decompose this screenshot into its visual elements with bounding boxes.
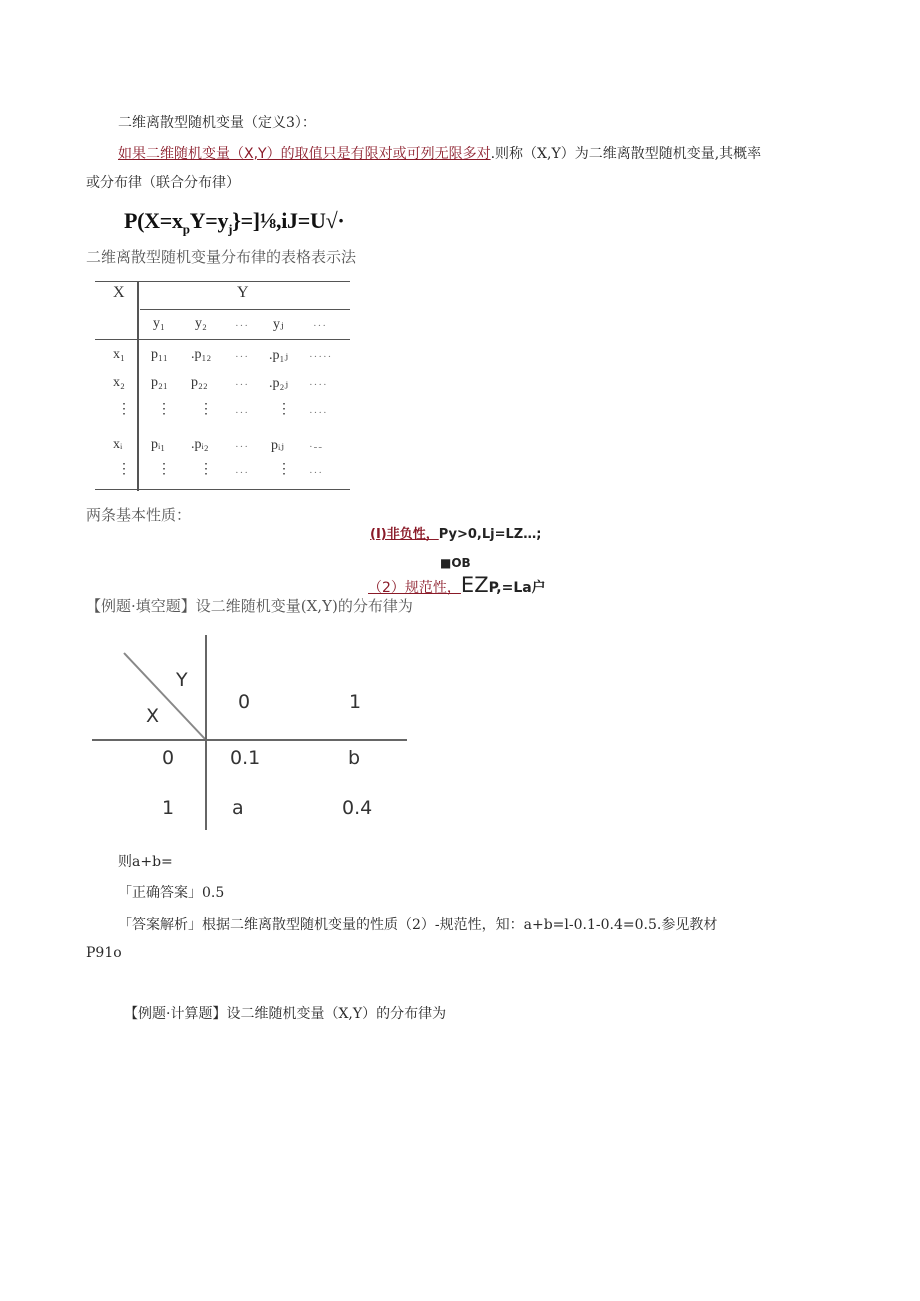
example1-distribution-table [92,635,407,830]
table-cell: ⋮ [277,462,291,477]
property-normalization [368,573,546,597]
table-cell: ···· [309,379,328,391]
nonnegativity-formula: Py>0,Lj=LZ…; [438,527,542,542]
table-y-col: ··· [313,320,327,332]
table-cell: ·-- [309,441,323,453]
formula-part-end: }=]⅛,iJ=U√· [232,208,345,233]
definition-text: .则称（X,Y）为二维离散型随机变量,其概率 [490,146,762,162]
definition-line-1 [118,143,761,163]
example1-analysis: 「答案解析」根据二维离散型随机变量的性质（2）-规范性，知：a+b=l-0.1-0.4=0.5.参见教材 [118,917,718,933]
table-x-head: X [113,284,125,301]
table-row-head: 1 [162,797,175,819]
table-cell: ··· [235,407,249,419]
table-cell: ⋮ [199,462,213,477]
table-col-head: 0 [238,691,251,713]
definition-highlight: 如果二维随机变量（X,Y）的取值只是有限对或可列无限多对 [118,146,491,162]
nonnegativity-label: (I)非负性， [370,527,439,542]
table-cell: ····· [309,351,333,363]
definition-title: 二维离散型随机变量（定义3）： [118,115,316,131]
diagonal-rule [124,653,205,739]
table-y-col: yⱼ [273,317,284,332]
table-cell: ··· [235,467,249,479]
table-vertical-rule [137,281,139,491]
table-row-head: 0 [162,747,175,769]
formula-part-mid: Y=y [189,208,229,233]
example2-title: 【例题·计算题】设二维随机变量（X,Y）的分布律为 [124,1006,447,1022]
table-row-x: xᵢ [113,437,123,452]
definition-line-2: 或分布律（联合分布律） [86,175,240,191]
table-col-head: 1 [349,691,362,713]
example1-question: 则a+b= [118,854,173,870]
formula-sub-p: p [182,221,190,237]
table-cell: .p₂ⱼ [269,376,289,391]
table-cell: 0.1 [230,747,261,769]
normalization-sum: EZ [460,573,489,597]
table-cell: p₂₁ [151,375,168,390]
table-cell: ⋮ [157,462,171,477]
table-cell: .p₁ⱼ [269,348,289,363]
table-cell: ··· [235,379,249,391]
table-y-col: y₂ [195,316,207,331]
table-cell: pᵢ₁ [151,437,166,452]
properties-title: 两条基本性质： [86,506,192,524]
table-y-head: Y [237,284,249,301]
table-cell: a [232,797,244,819]
table-cell: p₁₁ [151,347,168,362]
table-top-rule [95,281,350,282]
table-cell: .p₁₂ [191,347,212,362]
table-cell: ⋮ [277,402,291,417]
distribution-table-general [95,279,350,491]
table-bottom-rule [95,489,350,490]
table-cell: ···· [309,407,328,419]
example1-answer: 「正确答案」0.5 [118,885,225,901]
normalization-label: （2）规范性， [368,580,461,596]
example1-analysis-cont: P91o [86,945,122,961]
sum-marker: ■OB [440,556,471,570]
table-y-col: y₁ [153,316,165,331]
table-cell: 0.4 [342,797,373,819]
table-y-label: Y [176,669,188,691]
table-cell: b [348,747,361,769]
table-x-label: X [146,705,160,727]
normalization-formula: P,=La户 [488,580,546,596]
formula-part: P(X=x [124,208,183,233]
table-row-x: ⋮ [117,402,131,417]
table-cell: ⋮ [199,402,213,417]
example1-title: 【例题·填空题】设二维随机变量(X,Y)的分布律为 [86,597,413,615]
table-cell: ⋮ [157,402,171,417]
table-cell: ··· [309,467,323,479]
table-cell: .pᵢ₂ [191,437,209,452]
formula-sub-j: j [228,221,233,237]
table-row-x: x₂ [113,375,125,390]
table-cell: ··· [235,351,249,363]
table-y-col: ··· [235,320,249,332]
table-caption: 二维离散型随机变量分布律的表格表示法 [86,248,357,266]
table-cell: p₂₂ [191,375,208,390]
table-cell: pᵢⱼ [271,438,284,453]
table-row-x: ⋮ [117,462,131,477]
table-row-x: x₁ [113,347,125,362]
joint-distribution-formula [124,208,344,237]
table-header-rule [140,309,350,310]
table-body-rule [95,339,350,340]
property-nonnegativity [370,523,541,542]
table-cell: ··· [235,441,249,453]
